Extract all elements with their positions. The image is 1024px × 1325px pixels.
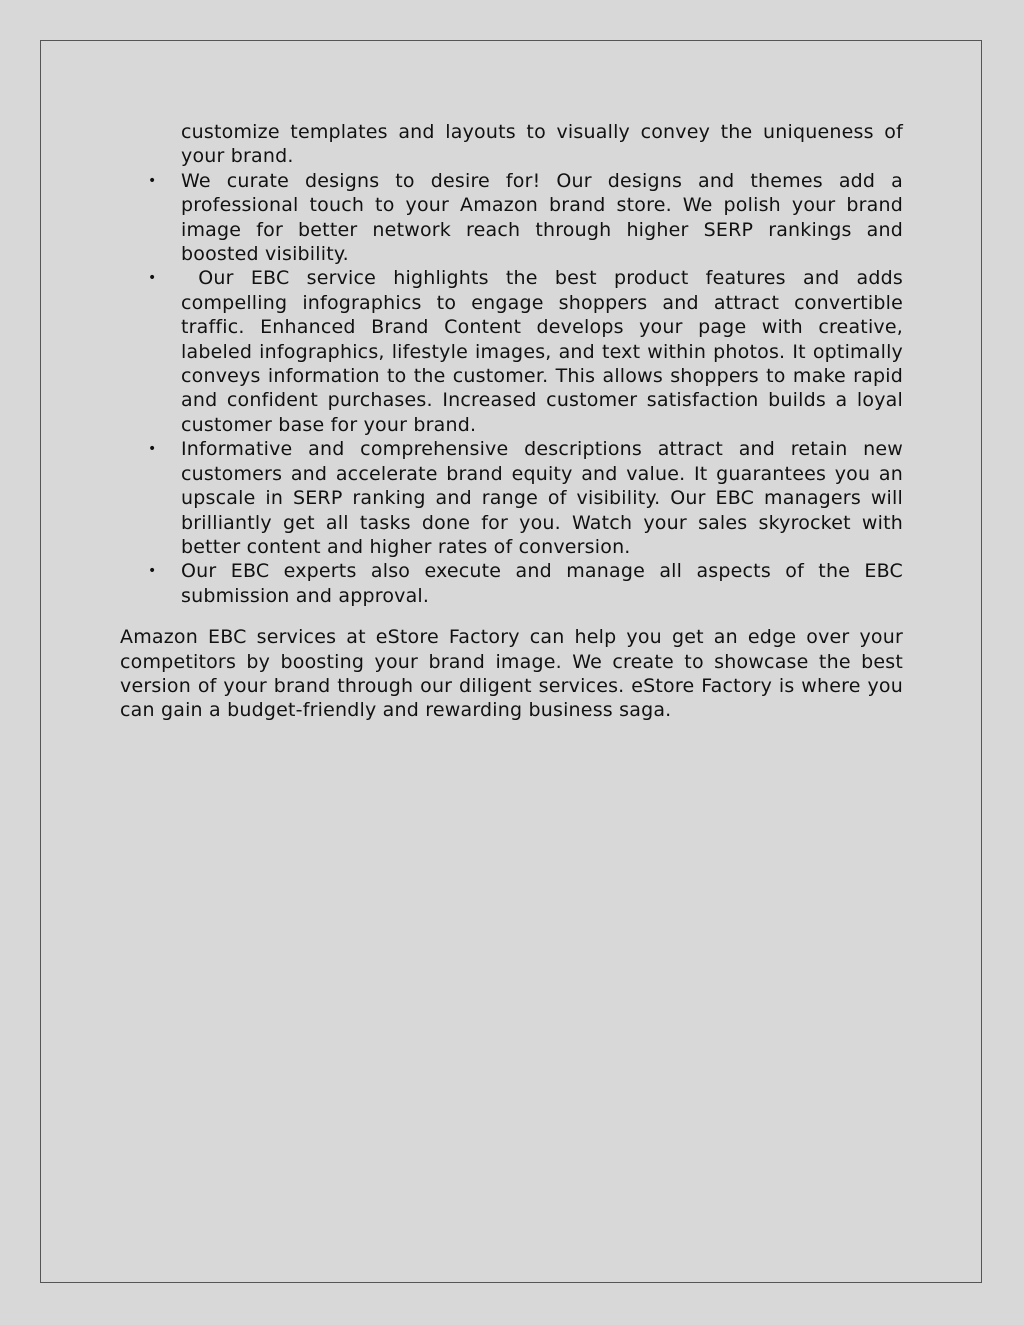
bullet-text: We curate designs to desire for! Our designs and themes add a professional touch to your Amazon brand store. We polish your brand image for better network reach through higher SERP rankings and boosted visibility. <box>181 169 903 266</box>
bullet-item <box>120 437 903 559</box>
bullet-item <box>120 169 903 267</box>
bullet-text: Our EBC service highlights the best product features and adds compelling infographics to engage shoppers and attract convertible traffic. Enhanced Brand Content develops your page with creative, labeled infographics, lifestyle images, and text within photos. It optimally conveys information to the customer. This allows shoppers to make rapid and confident purchases. Increased customer satisfaction builds a loyal customer base for your brand. <box>181 267 910 436</box>
bullet-list <box>120 169 910 608</box>
bullet-text: Our EBC experts also execute and manage all aspects of the EBC submission and approval. <box>181 560 903 607</box>
bullet-item <box>120 266 910 437</box>
closing-paragraph: Amazon EBC services at eStore Factory can help you get an edge over your competitors by boosting your brand image. We create to showcase the best version of your brand through our diligent services. eStore Factory is where you can gain a budget-friendly and rewarding business saga. <box>120 626 903 722</box>
bullet-icon: • <box>148 172 157 189</box>
bullet-item <box>120 559 903 608</box>
continued-text: customize templates and layouts to visually convey the uniqueness of your brand. <box>181 121 903 168</box>
document-body <box>120 120 910 742</box>
bullet-icon: • <box>148 563 157 580</box>
bullet-text: Informative and comprehensive descriptions attract and retain new customers and accelerate brand equity and value. It guarantees you an upscale in SERP ranking and range of visibility. Our EBC managers will brilliantly get all tasks done for you. Watch your sales skyrocket with better content and higher rates of conversion. <box>181 438 903 558</box>
bullet-icon: • <box>148 441 157 458</box>
bullet-icon: • <box>148 270 157 287</box>
